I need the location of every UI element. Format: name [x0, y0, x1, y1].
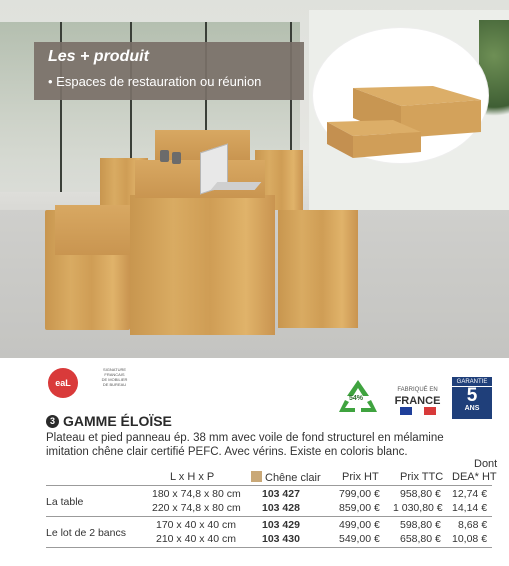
divider — [46, 547, 492, 548]
laptop — [200, 148, 258, 192]
made-in-label: FABRIQUÉ EN — [397, 387, 438, 393]
cell-dimensions: 180 x 74,8 x 80 cm — [152, 488, 241, 500]
cell-dea: 14,14 € — [452, 502, 488, 514]
cell-price-ht: 549,00 € — [339, 533, 380, 545]
cell-dea: 8,68 € — [458, 519, 488, 531]
french-flag-icon — [400, 407, 436, 415]
made-in-country: FRANCE — [394, 395, 441, 407]
cell-dea: 12,74 € — [452, 488, 488, 500]
header-price-ht: Prix HT — [342, 471, 379, 483]
cell-dimensions: 220 x 74,8 x 80 cm — [152, 502, 241, 514]
manufacturer-logo: SIGNATURE FRANCAIS DE MOBILIER DE BUREAU — [101, 367, 128, 387]
cell-reference: 103 429 — [262, 519, 300, 531]
ecolabel-badge: eaL — [48, 368, 78, 398]
cell-reference: 103 427 — [262, 488, 300, 500]
product-title: 3 GAMME ÉLOÏSE — [46, 413, 172, 429]
header-dea-line1: Dont — [474, 458, 498, 470]
header-color: Chêne clair — [251, 471, 321, 484]
cell-dimensions: 170 x 40 x 40 cm — [156, 519, 236, 531]
banner-item: • Espaces de restauration ou réunion — [48, 74, 262, 89]
cell-price-ttc: 598,80 € — [400, 519, 441, 531]
cell-price-ttc: 1 030,80 € — [393, 502, 443, 514]
cell-price-ttc: 958,80 € — [400, 488, 441, 500]
group-label: La table — [46, 496, 84, 508]
bench-right — [278, 210, 358, 328]
cell-price-ht: 859,00 € — [339, 502, 380, 514]
color-swatch — [251, 471, 262, 482]
dining-table — [130, 195, 275, 335]
cell-price-ttc: 658,80 € — [400, 533, 441, 545]
header-dimensions: L x H x P — [170, 471, 215, 483]
header-price-ttc: Prix TTC — [400, 471, 444, 483]
cup — [172, 152, 181, 164]
group-label: Le lot de 2 bancs — [46, 527, 126, 539]
product-number-badge: 3 — [46, 415, 59, 428]
divider — [46, 516, 492, 517]
divider — [46, 485, 492, 486]
recycled-percent: 54% — [349, 395, 364, 402]
banner-title: Les + produit — [48, 48, 149, 65]
cell-dimensions: 210 x 40 x 40 cm — [156, 533, 236, 545]
header-dea-line2: DEA* HT — [452, 471, 497, 483]
warranty-badge: GARANTIE 5 ANS — [452, 377, 492, 419]
product-benefits-banner — [34, 42, 304, 100]
cell-dea: 10,08 € — [452, 533, 488, 545]
product-inset-image — [313, 28, 488, 163]
cell-price-ht: 799,00 € — [339, 488, 380, 500]
cell-price-ht: 499,00 € — [339, 519, 380, 531]
cell-reference: 103 428 — [262, 502, 300, 514]
cell-reference: 103 430 — [262, 533, 300, 545]
product-description: Plateau et pied panneau ép. 38 mm avec voile de fond structurel en mélamine imitation chêne clair certifié PEFC. Avec vérins. Existe en coloris blanc. — [46, 432, 444, 458]
cup — [160, 150, 169, 162]
